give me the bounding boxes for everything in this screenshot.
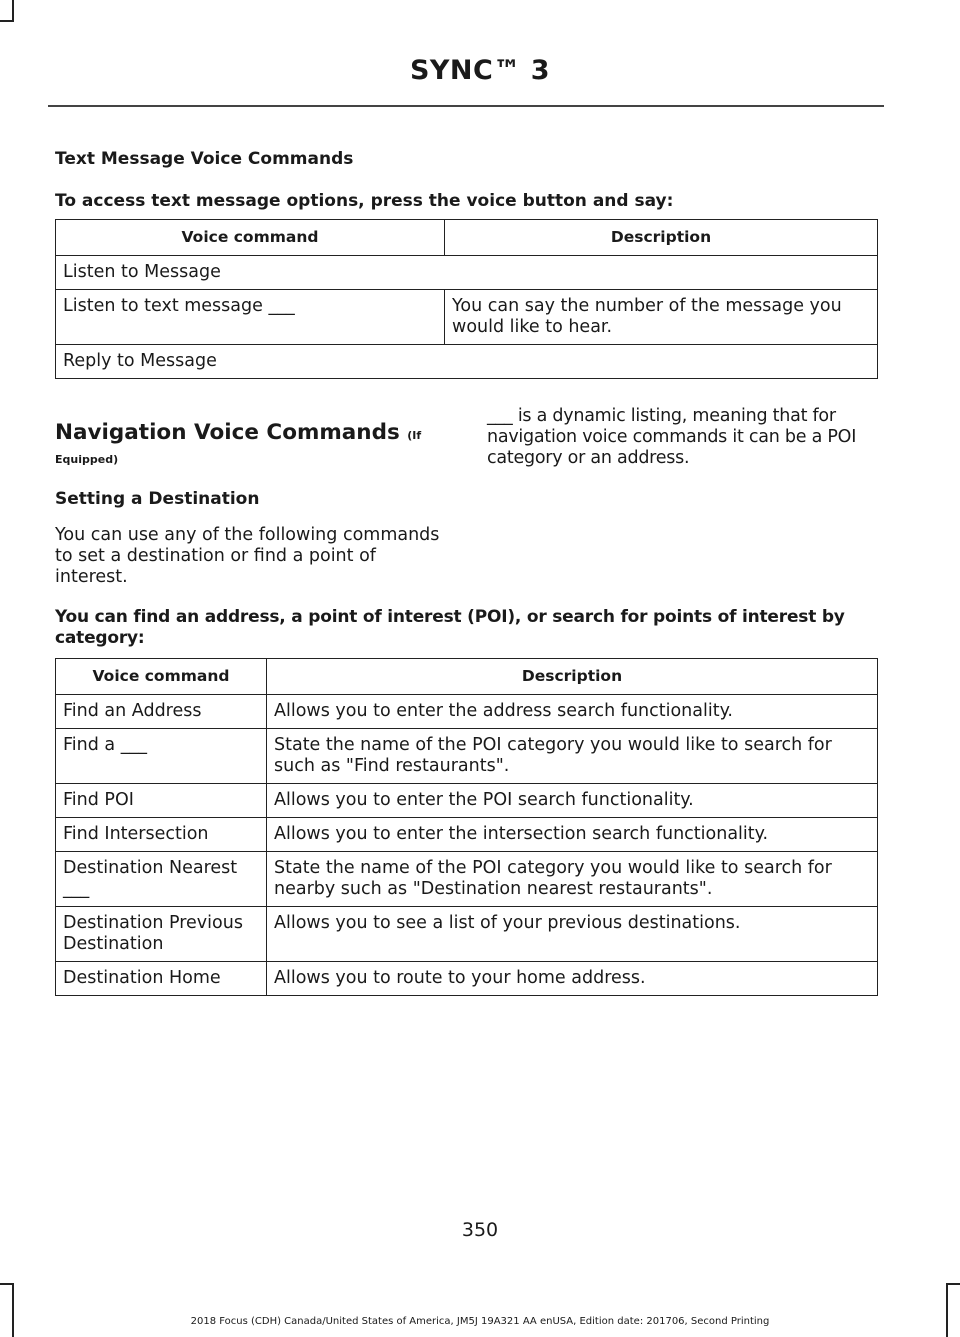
crop-mark bbox=[12, 1283, 14, 1337]
column-header-command: Voice command bbox=[56, 220, 445, 256]
description-cell: Allows you to route to your home address. bbox=[267, 962, 878, 996]
text-commands-intro: To access text message options, press the voice button and say: bbox=[55, 191, 674, 211]
navigation-commands-table bbox=[55, 658, 878, 996]
text-commands-table bbox=[55, 219, 878, 379]
navigation-heading-suffix-2: Equipped) bbox=[55, 453, 119, 466]
text-commands-heading: Text Message Voice Commands bbox=[55, 149, 354, 169]
table-row bbox=[56, 695, 878, 729]
command-cell: Find POI bbox=[56, 784, 267, 818]
dynamic-listing-note: ___ is a dynamic listing, meaning that for navigation voice commands it can be a POI category or an address. bbox=[487, 406, 857, 468]
description-cell: Allows you to enter the intersection search functionality. bbox=[267, 818, 878, 852]
description-cell: State the name of the POI category you would like to search for nearby such as "Destination nearest restaurants". bbox=[267, 852, 878, 907]
table-row bbox=[56, 256, 878, 290]
page-title: SYNC™ 3 bbox=[409, 55, 551, 86]
description-cell: Allows you to enter the address search functionality. bbox=[267, 695, 878, 729]
crop-mark bbox=[0, 20, 14, 22]
setting-destination-heading: Setting a Destination bbox=[55, 489, 260, 509]
description-cell: State the name of the POI category you would like to search for such as "Find restaurants". bbox=[267, 729, 878, 784]
setting-destination-paragraph: You can use any of the following commands to set a destination or find a point of interest. bbox=[55, 525, 440, 587]
command-cell: Find Intersection bbox=[56, 818, 267, 852]
command-cell: Find an Address bbox=[56, 695, 267, 729]
column-header-description: Description bbox=[267, 659, 878, 695]
table-row bbox=[56, 852, 878, 907]
navigation-heading-suffix: (If bbox=[407, 429, 422, 442]
command-cell: Reply to Message bbox=[56, 345, 878, 379]
table-header-row bbox=[56, 659, 878, 695]
description-cell: You can say the number of the message you would like to hear. bbox=[445, 290, 878, 345]
table-row bbox=[56, 729, 878, 784]
header-rule bbox=[48, 105, 884, 107]
navigation-heading-text: Navigation Voice Commands bbox=[55, 420, 400, 445]
description-cell: Allows you to enter the POI search functionality. bbox=[267, 784, 878, 818]
description-cell: Allows you to see a list of your previous destinations. bbox=[267, 907, 878, 962]
table-row bbox=[56, 345, 878, 379]
crop-mark bbox=[946, 1283, 948, 1337]
command-cell: Destination Home bbox=[56, 962, 267, 996]
table-header-row bbox=[56, 220, 878, 256]
table-row bbox=[56, 290, 878, 345]
command-cell: Destination Nearest ___ bbox=[56, 852, 267, 907]
navigation-heading bbox=[55, 420, 421, 445]
crop-mark bbox=[0, 1283, 14, 1285]
column-header-command: Voice command bbox=[56, 659, 267, 695]
table-row bbox=[56, 818, 878, 852]
navigation-intro: You can find an address, a point of interest (POI), or search for points of interest by category: bbox=[55, 607, 845, 648]
command-cell: Listen to text message ___ bbox=[56, 290, 445, 345]
table-row bbox=[56, 907, 878, 962]
column-header-description: Description bbox=[445, 220, 878, 256]
crop-mark bbox=[12, 0, 14, 22]
command-cell: Destination Previous Destination bbox=[56, 907, 267, 962]
table-row bbox=[56, 962, 878, 996]
table-row bbox=[56, 784, 878, 818]
command-cell: Listen to Message bbox=[56, 256, 878, 290]
footer-text: 2018 Focus (CDH) Canada/United States of America, JM5J 19A321 AA enUSA, Edition date: 201706, Second Printing bbox=[190, 1316, 770, 1327]
command-cell: Find a ___ bbox=[56, 729, 267, 784]
page-number: 350 bbox=[461, 1219, 499, 1241]
crop-mark bbox=[946, 1283, 960, 1285]
